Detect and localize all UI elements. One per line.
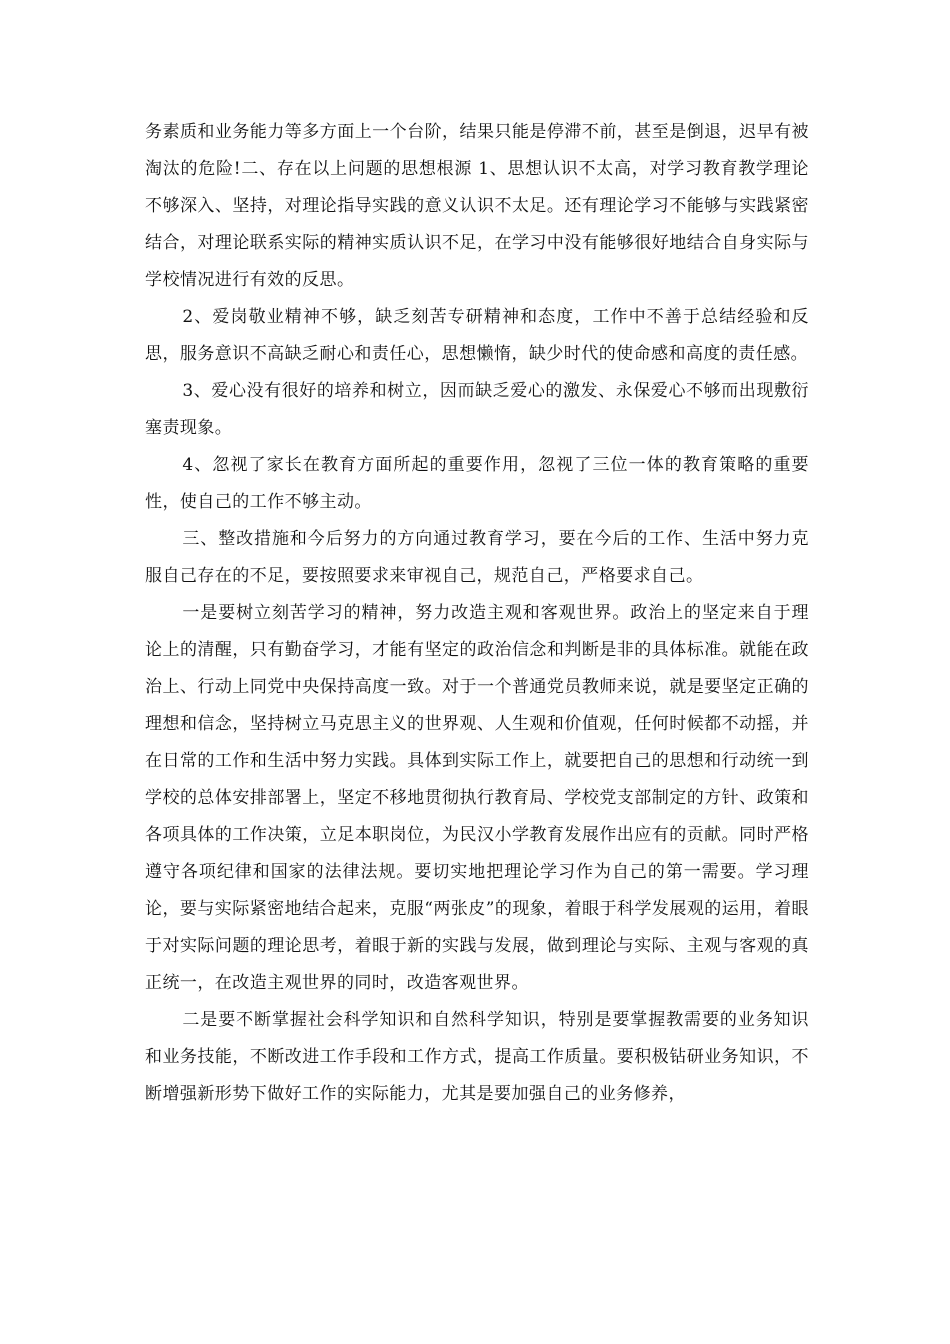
paragraph-2: 2、爱岗敬业精神不够，缺乏刻苦专研精神和态度，工作中不善于总结经验和反思，服务意识不高缺乏耐心和责任心，思想懒惰，缺少时代的使命感和高度的责任感。 bbox=[145, 307, 809, 364]
document-body bbox=[145, 114, 809, 1113]
paragraph-5: 三、整改措施和今后努力的方向通过教育学习，要在今后的工作、生活中努力克服自己存在的不足，要按照要求来审视自己，规范自己，严格要求自己。 bbox=[145, 529, 809, 586]
paragraph-3: 3、爱心没有很好的培养和树立，因而缺乏爱心的激发、永保爱心不够而出现敷衍塞责现象。 bbox=[145, 381, 809, 438]
paragraph-7: 二是要不断掌握社会科学知识和自然科学知识，特别是要掌握教需要的业务知识和业务技能，不断改进工作手段和工作方式，提高工作质量。要积极钻研业务知识，不断增强新形势下做好工作的实际能力，尤其是要加强自己的业务修养， bbox=[145, 1010, 809, 1104]
paragraph-4: 4、忽视了家长在教育方面所起的重要作用，忽视了三位一体的教育策略的重要性，使自己的工作不够主动。 bbox=[145, 455, 809, 512]
paragraph-1: 务素质和业务能力等多方面上一个台阶，结果只能是停滞不前，甚至是倒退，迟早有被淘汰的危险!二、存在以上问题的思想根源 1、思想认识不太高，对学习教育教学理论不够深入、坚持，对理论指导实践的意义认识不太足。还有理论学习不能够与实践紧密结合，对理论联系实际的精神实质认识不足，在学习中没有能够很好地结合自身实际与学校情况进行有效的反思。 bbox=[145, 122, 809, 290]
paragraph-6: 一是要树立刻苦学习的精神，努力改造主观和客观世界。政治上的坚定来自于理论上的清醒，只有勤奋学习，才能有坚定的政治信念和判断是非的具体标准。就能在政治上、行动上同党中央保持高度一致。对于一个普通党员教师来说，就是要坚定正确的理想和信念，坚持树立马克思主义的世界观、人生观和价值观，任何时候都不动摇，并在日常的工作和生活中努力实践。具体到实际工作上，就要把自己的思想和行动统一到学校的总体安排部署上，坚定不移地贯彻执行教育局、学校党支部制定的方针、政策和各项具体的工作决策，立足本职岗位，为民汉小学教育发展作出应有的贡献。同时严格遵守各项纪律和国家的法律法规。要切实地把理论学习作为自己的第一需要。学习理论，要与实际紧密地结合起来，克服“两张皮”的现象，着眼于科学发展观的运用，着眼于对实际问题的理论思考，着眼于新的实践与发展，做到理论与实际、主观与客观的真正统一，在改造主观世界的同时，改造客观世界。 bbox=[145, 603, 809, 993]
